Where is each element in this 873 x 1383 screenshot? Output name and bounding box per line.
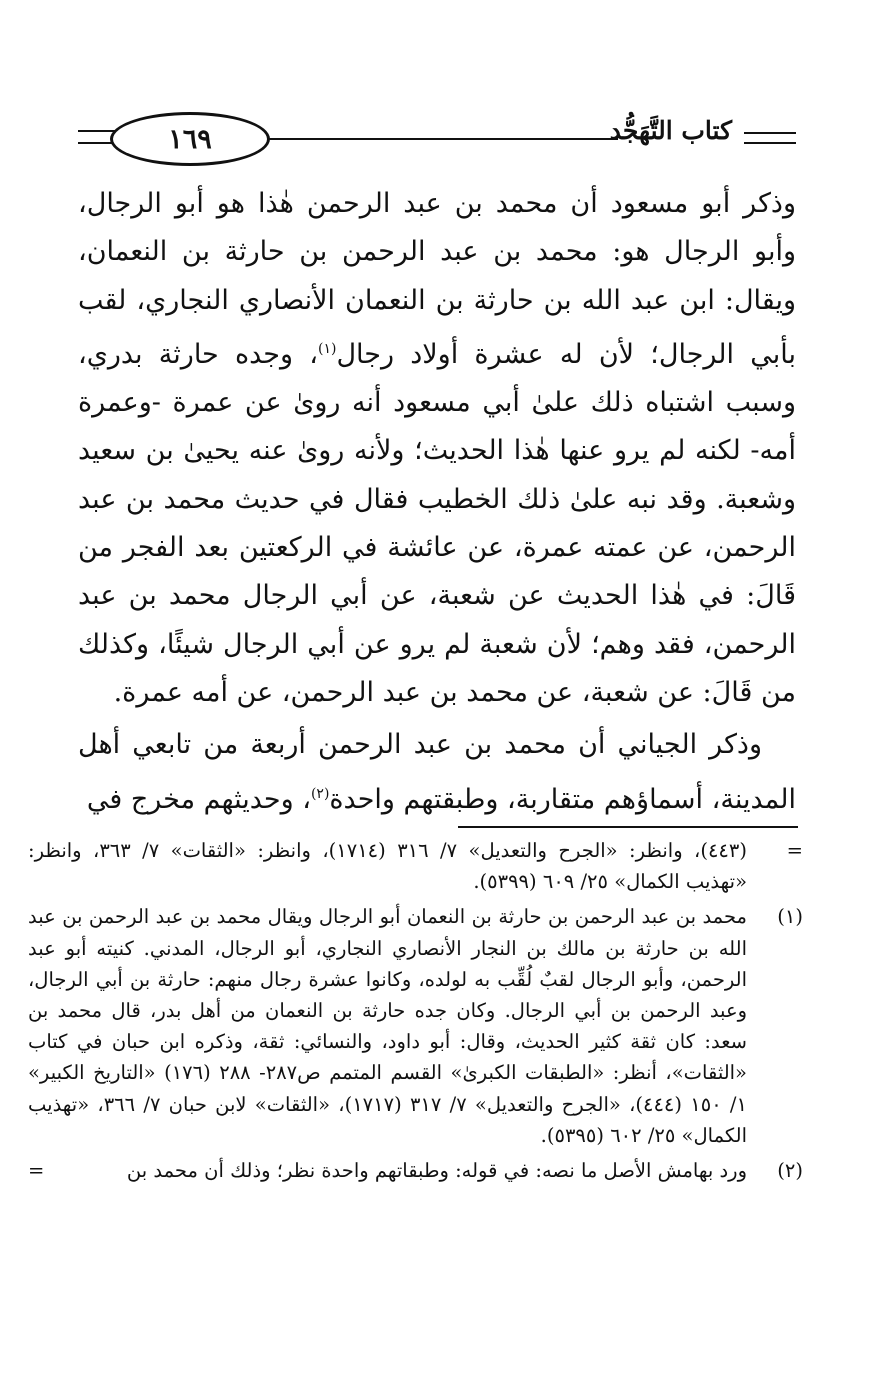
- footnote-continuation: [28, 835, 803, 897]
- paragraph-1: [78, 180, 796, 717]
- paragraph-1-part-b: ، وجده حارثة بدري، وسبب اشتباه ذلك علىٰ أبي مسعود أنه روىٰ عن عمرة -وعمرة أمه- لكنه لم يرو عنها هٰذا الحديث؛ ولأنه روىٰ عنه يحيىٰ بن سعيد وشعبة. وقد نبه علىٰ ذلك الخطيب فقال في حديث محمد بن عبد الرحمن، عن عمته عمرة، عن عائشة في الركعتين بعد الفجر من قَالَ: في هٰذا الحديث عن شعبة، عن أبي الرجال محمد بن عبد الرحمن، فقد وهم؛ لأن شعبة لم يرو عن أبي الرجال شيئًا، وكذلك من قَالَ: عن شعبة، عن محمد بن عبد الرحمن، عن أمه عمرة.: [78, 338, 796, 708]
- paragraph-1-part-a: وذكر أبو مسعود أن محمد بن عبد الرحمن هٰذا هو أبو الرجال، وأبو الرجال هو: محمد بن عبد الرحمن بن حارثة بن النعمان، ويقال: ابن عبد الله بن حارثة بن النعمان الأنصاري النجاري، لقب بأبي الرجال؛ لأن له عشرة أولاد رجال: [78, 188, 797, 370]
- paragraph-2-part-b: ، وحديثهم مخرج في: [86, 783, 311, 815]
- footnotes: [28, 835, 803, 1190]
- header-rule-right-bottom: [744, 142, 796, 144]
- main-text: [78, 180, 796, 824]
- footnote-ref-1: (١): [317, 340, 337, 357]
- footnote-1-text: محمد بن عبد الرحمن بن حارثة بن النعمان أبو الرجال ويقال محمد بن عبد الرحمن بن عبد الله بن حارثة بن مالك بن النجار الأنصاري النجاري، أبو الرجال، المدني. كنيته أبو عبد الرحمن، وأبو الرجال لقبٌ لُقِّب به لولده، وكانوا عشرة رجال منهم: حارثة بن أبي الرجال، وعبد الرحمن بن أبي الرجال. وكان جده حارثة بن النعمان من أهل بدر، قال محمد بن سعد: كان ثقة كثير الحديث، وقال: أبو داود، والنسائي: ثقة، وذكره ابن حبان في كتاب «الثقات»، أنظر: «الطبقات الكبرىٰ» القسم المتمم ص٢٨٧- ٢٨٨ (١٧٦) «التاريخ الكبير» ١/ ١٥٠ (٤٤٤)، «الجرح والتعديل» ٧/ ٣١٧ (١٧١٧)، «الثقات» لابن حبان ٧/ ٣٦٦، «تهذيب الكمال» ٢٥/ ٦٠٢ (٥٣٩٥).: [28, 905, 747, 1147]
- footnote-2-text: ورد بهامش الأصل ما نصه: في قوله: وطبقاتهم واحدة نظر؛ وذلك أن محمد بن: [126, 1159, 747, 1183]
- paragraph-2-part-a: وذكر الجياني أن محمد بن عبد الرحمن أربعة من تابعي أهل المدينة، أسماؤهم متقاربة، وطبقتهم واحدة: [78, 729, 796, 815]
- footnote-2-mark: (٢): [777, 1159, 803, 1183]
- footnote-ref-2: (٢): [310, 785, 330, 802]
- book-title: كتاب التَّهَجُّد: [609, 116, 732, 145]
- header-rule-right-top: [744, 132, 796, 134]
- footnote-continuation-text: (٤٤٣)، وانظر: «الجرح والتعديل» ٧/ ٣١٦ (١٧١٤)، وانظر: «الثقات» ٧/ ٣٦٣، وانظر: «تهذيب الكمال» ٢٥/ ٦٠٩ (٥٣٩٩).: [28, 839, 747, 894]
- footnote-continuation-mark: =: [786, 839, 803, 862]
- paragraph-2: [78, 721, 796, 824]
- page-number: ١٦٩: [110, 112, 270, 166]
- footnote-divider: [458, 826, 798, 828]
- footnote-1: [28, 901, 803, 1151]
- footnote-2-continues-mark: =: [28, 1159, 45, 1183]
- page-header: [78, 108, 796, 168]
- header-rule-middle: [258, 138, 618, 140]
- footnote-1-mark: (١): [777, 905, 803, 929]
- footnote-2: [28, 1155, 803, 1186]
